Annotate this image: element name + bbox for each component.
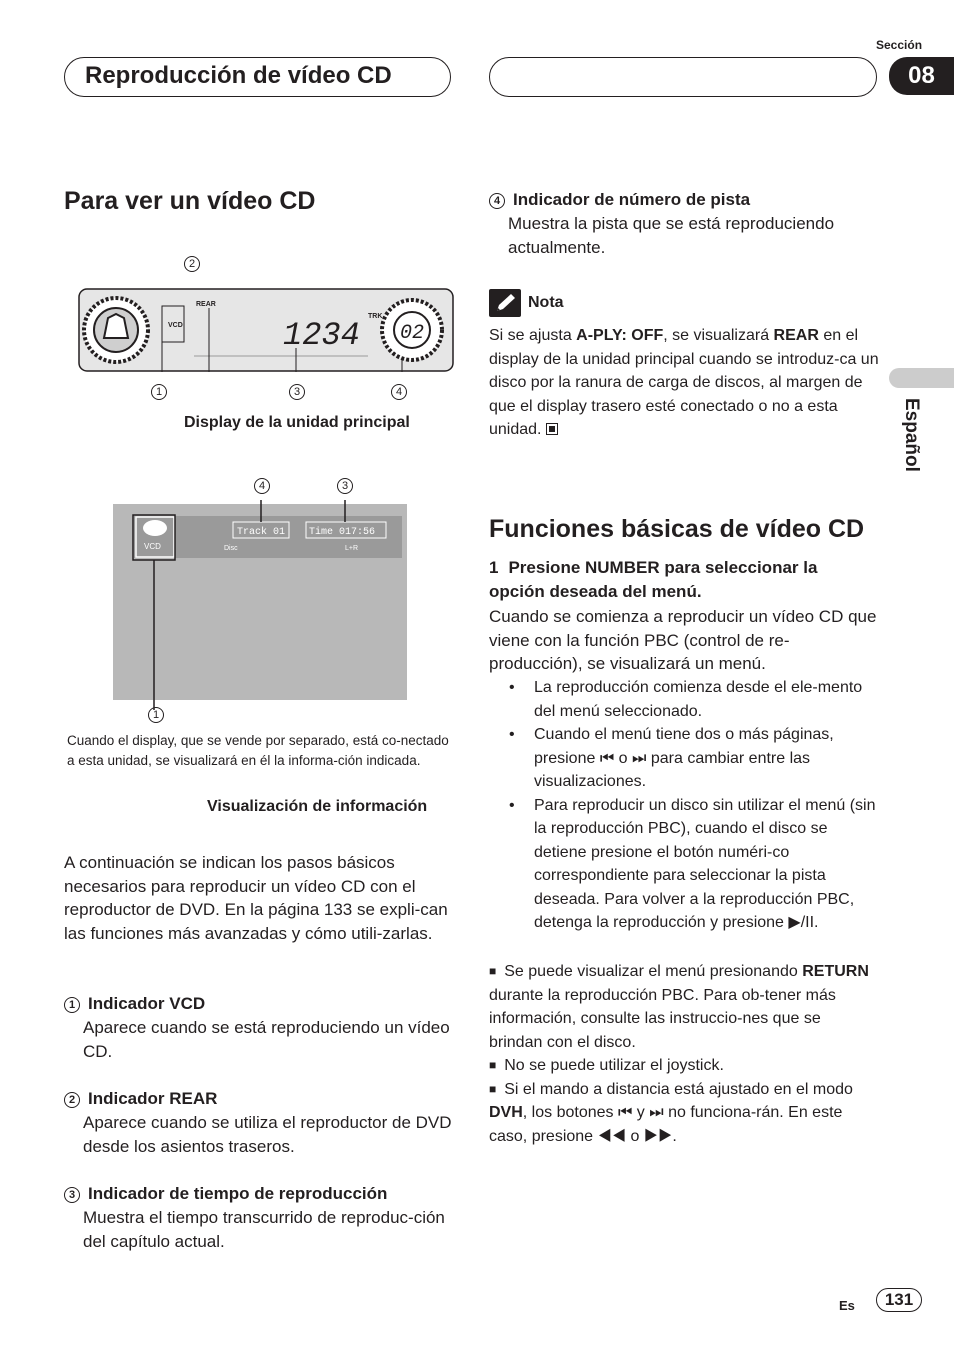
time-screen-text: Time 017:56	[309, 527, 376, 538]
step-1-body: Cuando se comienza a reproducir un vídeo CD que viene con la función PBC (control de re-producción), se visualizará un menú.	[489, 607, 877, 673]
section-heading-left: Para ver un vídeo CD	[64, 187, 316, 215]
item-body: Muestra el tiempo transcurrido de reproduc-ción del capítulo actual.	[83, 1208, 445, 1251]
indicator-item-4	[489, 188, 879, 259]
page-header-title: Reproducción de vídeo CD	[85, 62, 392, 89]
item-title: Indicador de número de pista	[513, 190, 751, 209]
figure-2-caption: Visualización de información	[207, 798, 428, 815]
item-body: Aparece cuando se utiliza el reproductor de DVD desde los asientos traseros.	[83, 1113, 452, 1156]
lr-screen-text: L+R	[345, 545, 359, 552]
trk-label-text: TRK	[368, 313, 383, 320]
track-digits-text: 02	[400, 322, 425, 345]
time-digits-text: 1234	[283, 317, 360, 354]
list-item: • La reproducción comienza desde el ele-mento del menú seleccionado.	[489, 676, 879, 723]
item-number: 4	[489, 193, 505, 209]
track-screen-text: Track 01	[237, 527, 286, 538]
list-item: • Para reproducir un disco sin utilizar el menú (sin la reproducción PBC), cuando el disco se detiene presione el botón numéri-co correspondiente para seleccionar la pista deseada. Para volver a la reproducción PBC, detenga la reproducción y presione ▶/II.	[489, 794, 879, 935]
square-bullet-icon: ■	[489, 1081, 497, 1096]
vcd-indicator-text: VCD	[168, 322, 183, 329]
item-title: Indicador de tiempo de reproducción	[88, 1184, 388, 1203]
indicator-item-1	[64, 992, 454, 1063]
list-item: • Cuando el menú tiene dos o más páginas, presione ⏮ o ⏭ para cambiar entre las visualizaciones.	[489, 723, 879, 794]
figure-1-caption: Display de la unidad principal	[184, 414, 410, 431]
callout-1: 1	[151, 384, 167, 400]
side-tab-label: Español	[901, 398, 922, 472]
note-pencil-icon	[489, 289, 521, 317]
note-box	[489, 289, 879, 442]
indicator-item-2	[64, 1087, 454, 1158]
bullet-list	[489, 676, 879, 935]
callout-4: 4	[391, 384, 407, 400]
rear-indicator-text: REAR	[196, 301, 216, 308]
section-number-badge: 08	[889, 57, 954, 95]
info-display-illustration	[112, 500, 408, 710]
item-body: Aparece cuando se está reproduciendo un vídeo CD.	[83, 1018, 450, 1061]
callout-3-fig2: 3	[337, 478, 353, 494]
note-item: ■ Si el mando a distancia está ajustado en el modo DVH, los botones ⏮ y ⏭ no funciona-rán. En este caso, presione ◀◀ o ▶▶.	[489, 1080, 853, 1145]
step-number: 1	[489, 558, 499, 577]
note-list	[489, 960, 871, 1148]
item-number: 3	[64, 1187, 80, 1203]
item-title: Indicador REAR	[88, 1089, 218, 1108]
indicator-item-3	[64, 1182, 454, 1253]
note-label: Nota	[528, 294, 564, 311]
footer-language: Es	[839, 1298, 855, 1313]
square-bullet-icon: ■	[489, 1058, 497, 1072]
callout-4-fig2: 4	[254, 478, 270, 494]
square-bullet-icon: ■	[489, 964, 497, 978]
header-title-pill	[64, 57, 451, 97]
vcd-screen-text: VCD	[144, 542, 161, 551]
page-number: 131	[876, 1288, 922, 1312]
head-unit-display-illustration	[78, 288, 456, 374]
item-body: Muestra la pista que se está reproduciendo actualmente.	[508, 214, 835, 257]
note-text: Si se ajusta A-PLY: OFF, se visualizará REAR en el display de la unidad principal cuando se introduz-ca un disco por la ranura de carga de discos, al margen de que el display trasero esté conectado o no a esta unidad.	[489, 327, 879, 438]
header-blank-pill	[489, 57, 877, 97]
section-label: Sección	[876, 38, 923, 52]
callout-1-fig2: 1	[148, 707, 164, 723]
callout-2: 2	[184, 256, 200, 272]
note-item: ■ No se puede utilizar el joystick.	[489, 1057, 724, 1074]
section-heading-right: Funciones básicas de vídeo CD	[489, 515, 865, 543]
note-item: ■ Se puede visualizar el menú presionando RETURN durante la reproducción PBC. Para ob-tener más información, consulte las instruccio-nes que se brindan con el disco.	[489, 963, 869, 1051]
item-number: 2	[64, 1092, 80, 1108]
callout-3: 3	[289, 384, 305, 400]
item-number: 1	[64, 997, 80, 1013]
step-title: Presione NUMBER para seleccionar la opción deseada del menú.	[489, 558, 818, 601]
intro-paragraph: A continuación se indican los pasos básicos necesarios para reproducir un vídeo CD con el reproductor de DVD. En la página 133 se expli-can las funciones más avanzadas y cómo utili-zarlas.	[64, 853, 448, 943]
step-1-title	[489, 556, 869, 604]
side-tab-marker	[889, 368, 954, 388]
item-title: Indicador VCD	[88, 994, 206, 1013]
end-mark-icon	[546, 423, 558, 435]
disc-screen-text: Disc	[224, 545, 238, 552]
figure-2-note: Cuando el display, que se vende por separado, está co-nectado a esta unidad, se visualizará en él la informa-ción indicada.	[67, 733, 449, 768]
head-unit-figure	[64, 252, 454, 412]
